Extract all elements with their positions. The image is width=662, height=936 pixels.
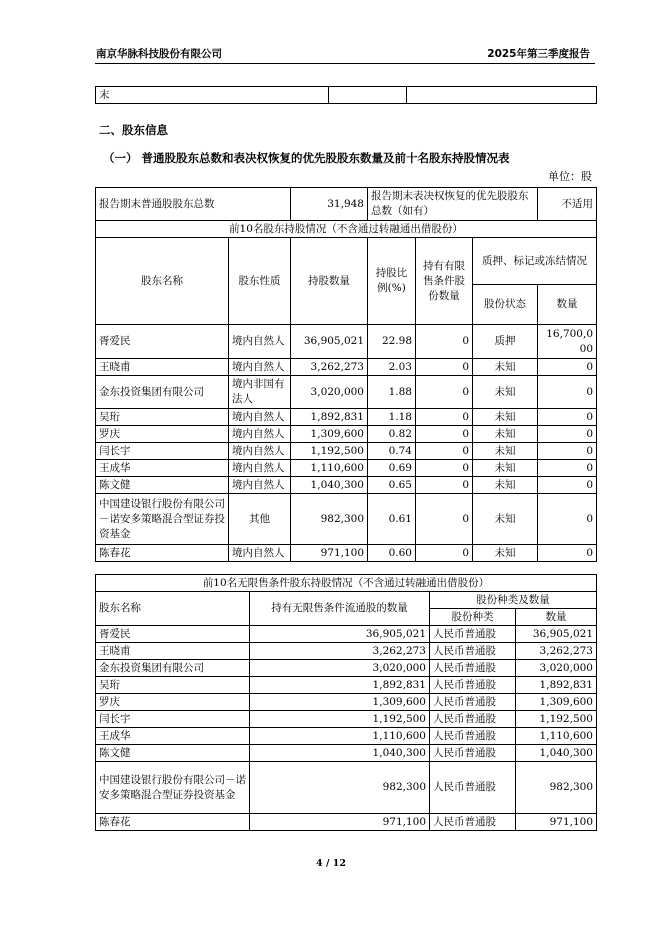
col-header-share-type: 股份种类 — [430, 609, 516, 626]
holder-share-count: 1,040,300 — [516, 745, 597, 762]
table-row — [96, 626, 597, 643]
table-row — [96, 745, 597, 762]
table-row — [96, 443, 597, 460]
holder-qty: 1,040,300 — [291, 477, 368, 494]
holder-status: 未知 — [473, 376, 538, 409]
col-header-count: 数量 — [538, 285, 597, 325]
holder-share-type: 人民币普通股 — [430, 711, 516, 728]
holder-nature: 境内自然人 — [229, 359, 291, 376]
holder-share-type: 人民币普通股 — [430, 677, 516, 694]
holder-restricted: 0 — [416, 477, 473, 494]
table-row — [96, 762, 597, 814]
table-row — [96, 376, 597, 409]
holder-name: 闫长宇 — [96, 711, 250, 728]
holder-ratio: 22.98 — [368, 325, 416, 359]
holder-qty: 1,309,600 — [291, 426, 368, 443]
holder-status: 未知 — [473, 460, 538, 477]
holder-name: 罗庆 — [96, 694, 250, 711]
holder-unrestricted-qty: 36,905,021 — [250, 626, 430, 643]
holder-count: 0 — [538, 409, 597, 426]
holder-count: 0 — [538, 545, 597, 562]
holder-count: 0 — [538, 376, 597, 409]
summary-label-total-holders: 报告期末普通股股东总数 — [96, 188, 291, 221]
holder-name: 陈文健 — [96, 745, 250, 762]
holder-unrestricted-qty: 1,040,300 — [250, 745, 430, 762]
holder-status: 未知 — [473, 409, 538, 426]
holder-count: 0 — [538, 477, 597, 494]
holder-ratio: 0.74 — [368, 443, 416, 460]
holder-restricted: 0 — [416, 325, 473, 359]
holder-count: 0 — [538, 460, 597, 477]
table-row — [96, 677, 597, 694]
holder-restricted: 0 — [416, 409, 473, 426]
holder-restricted: 0 — [416, 359, 473, 376]
holder-nature: 境内自然人 — [229, 426, 291, 443]
section-title: 二、股东信息 — [99, 123, 168, 137]
col-header-qty: 持股数量 — [291, 238, 368, 325]
holder-nature: 境内非国有法人 — [229, 376, 291, 409]
holder-restricted: 0 — [416, 545, 473, 562]
holder-qty: 3,020,000 — [291, 376, 368, 409]
table-row — [96, 814, 597, 831]
top10-section-title: 前10名股东持股情况（不含通过转融通出借股份） — [96, 221, 597, 238]
holder-nature: 境内自然人 — [229, 409, 291, 426]
holder-share-count: 3,262,273 — [516, 643, 597, 660]
table-row — [96, 409, 597, 426]
holder-status: 质押 — [473, 325, 538, 359]
prev-row-label: 末 — [96, 87, 329, 104]
col-header-nature: 股东性质 — [229, 238, 291, 325]
holder-restricted: 0 — [416, 460, 473, 477]
holder-name: 闫长宇 — [96, 443, 229, 460]
holder-count: 0 — [538, 494, 597, 545]
unrestricted-shareholders-table — [95, 574, 597, 831]
holder-qty: 971,100 — [291, 545, 368, 562]
holder-status: 未知 — [473, 477, 538, 494]
col-header-status: 股份状态 — [473, 285, 538, 325]
summary-value-total-holders: 31,948 — [291, 188, 368, 221]
summary-label-preferred-holders: 报告期末表决权恢复的优先股股东总数（如有） — [368, 188, 538, 221]
holder-share-count: 1,192,500 — [516, 711, 597, 728]
holder-name: 胥爱民 — [96, 325, 229, 359]
holder-status: 未知 — [473, 494, 538, 545]
holder-ratio: 0.61 — [368, 494, 416, 545]
unrestricted-section-title: 前10名无限售条件股东持股情况（不含通过转融通出借股份） — [96, 575, 597, 592]
prev-row-cell — [329, 87, 407, 104]
holder-status: 未知 — [473, 426, 538, 443]
col-header-pledge: 质押、标记或冻结情况 — [473, 238, 597, 285]
holder-name: 中国建设银行股份有限公司－诺安多策略混合型证券投资基金 — [96, 762, 250, 814]
holder-ratio: 0.65 — [368, 477, 416, 494]
table-row — [96, 426, 597, 443]
holder-name: 吴珩 — [96, 409, 229, 426]
summary-value-preferred-holders: 不适用 — [538, 188, 597, 221]
holder-name: 胥爱民 — [96, 626, 250, 643]
col-header-restricted: 持有有限售条件股份数量 — [416, 238, 473, 325]
table-row — [96, 494, 597, 545]
table-row — [96, 711, 597, 728]
holder-restricted: 0 — [416, 376, 473, 409]
holder-name: 吴珩 — [96, 677, 250, 694]
holder-name: 陈春花 — [96, 545, 229, 562]
holder-qty: 1,192,500 — [291, 443, 368, 460]
holder-ratio: 0.69 — [368, 460, 416, 477]
header-rule — [95, 63, 595, 64]
holder-count: 16,700,000 — [538, 325, 597, 359]
holder-unrestricted-qty: 3,020,000 — [250, 660, 430, 677]
holder-nature: 境内自然人 — [229, 477, 291, 494]
holder-name: 王晓甫 — [96, 359, 229, 376]
holder-count: 0 — [538, 426, 597, 443]
holder-status: 未知 — [473, 359, 538, 376]
holder-share-count: 982,300 — [516, 762, 597, 814]
holder-unrestricted-qty: 1,309,600 — [250, 694, 430, 711]
holder-restricted: 0 — [416, 443, 473, 460]
holder-status: 未知 — [473, 443, 538, 460]
table-row — [96, 545, 597, 562]
holder-share-type: 人民币普通股 — [430, 814, 516, 831]
holder-ratio: 1.88 — [368, 376, 416, 409]
holder-unrestricted-qty: 1,892,831 — [250, 677, 430, 694]
holder-name: 陈春花 — [96, 814, 250, 831]
table-row — [96, 643, 597, 660]
holder-name: 金东投资集团有限公司 — [96, 660, 250, 677]
holder-share-count: 1,309,600 — [516, 694, 597, 711]
holder-nature: 境内自然人 — [229, 443, 291, 460]
header-report-title: 2025年第三季度报告 — [487, 48, 590, 60]
prev-table-tail — [95, 86, 597, 104]
holder-share-type: 人民币普通股 — [430, 626, 516, 643]
holder-ratio: 0.82 — [368, 426, 416, 443]
holder-share-count: 36,905,021 — [516, 626, 597, 643]
table-row — [96, 325, 597, 359]
subsection-title: （一） 普通股股东总数和表决权恢复的优先股股东数量及前十名股东持股情况表 — [103, 151, 510, 165]
holder-ratio: 2.03 — [368, 359, 416, 376]
holder-share-type: 人民币普通股 — [430, 694, 516, 711]
holder-name: 金东投资集团有限公司 — [96, 376, 229, 409]
holder-name: 陈文健 — [96, 477, 229, 494]
page-number: 4 / 12 — [316, 858, 346, 869]
holder-count: 0 — [538, 443, 597, 460]
holder-unrestricted-qty: 1,192,500 — [250, 711, 430, 728]
table-row — [96, 477, 597, 494]
holder-qty: 1,892,831 — [291, 409, 368, 426]
holder-qty: 36,905,021 — [291, 325, 368, 359]
holder-share-count: 3,020,000 — [516, 660, 597, 677]
holder-ratio: 1.18 — [368, 409, 416, 426]
col-header-ratio: 持股比例(%) — [368, 238, 416, 325]
holder-ratio: 0.60 — [368, 545, 416, 562]
table-row — [96, 660, 597, 677]
holder-qty: 982,300 — [291, 494, 368, 545]
prev-row-cell — [407, 87, 597, 104]
holder-unrestricted-qty: 3,262,273 — [250, 643, 430, 660]
holder-nature: 境内自然人 — [229, 460, 291, 477]
holder-share-count: 1,110,600 — [516, 728, 597, 745]
unit-label: 单位：股 — [548, 170, 592, 183]
holder-unrestricted-qty: 982,300 — [250, 762, 430, 814]
holder-share-type: 人民币普通股 — [430, 660, 516, 677]
col-header-unrestricted-qty: 持有无限售条件流通股的数量 — [250, 592, 430, 626]
holder-name: 罗庆 — [96, 426, 229, 443]
holder-status: 未知 — [473, 545, 538, 562]
holder-share-count: 971,100 — [516, 814, 597, 831]
col-header-share-type-group: 股份种类及数量 — [430, 592, 597, 609]
table-row — [96, 460, 597, 477]
holder-unrestricted-qty: 1,110,600 — [250, 728, 430, 745]
holder-share-type: 人民币普通股 — [430, 762, 516, 814]
holder-share-type: 人民币普通股 — [430, 728, 516, 745]
holder-nature: 境内自然人 — [229, 545, 291, 562]
holder-qty: 1,110,600 — [291, 460, 368, 477]
header-company: 南京华脉科技股份有限公司 — [96, 48, 222, 60]
col-header-count: 数量 — [516, 609, 597, 626]
holder-share-type: 人民币普通股 — [430, 643, 516, 660]
holder-nature: 其他 — [229, 494, 291, 545]
table-row — [96, 359, 597, 376]
holder-restricted: 0 — [416, 426, 473, 443]
holder-name: 王成华 — [96, 728, 250, 745]
holder-restricted: 0 — [416, 494, 473, 545]
table-row — [96, 728, 597, 745]
holder-qty: 3,262,273 — [291, 359, 368, 376]
holder-nature: 境内自然人 — [229, 325, 291, 359]
holder-name: 王成华 — [96, 460, 229, 477]
col-header-name: 股东名称 — [96, 238, 229, 325]
holder-name: 中国建设银行股份有限公司－诺安多策略混合型证券投资基金 — [96, 494, 229, 545]
holder-count: 0 — [538, 359, 597, 376]
col-header-name: 股东名称 — [96, 592, 250, 626]
top10-shareholders-table — [95, 187, 597, 562]
holder-name: 王晓甫 — [96, 643, 250, 660]
table-row — [96, 694, 597, 711]
holder-unrestricted-qty: 971,100 — [250, 814, 430, 831]
holder-share-count: 1,892,831 — [516, 677, 597, 694]
holder-share-type: 人民币普通股 — [430, 745, 516, 762]
